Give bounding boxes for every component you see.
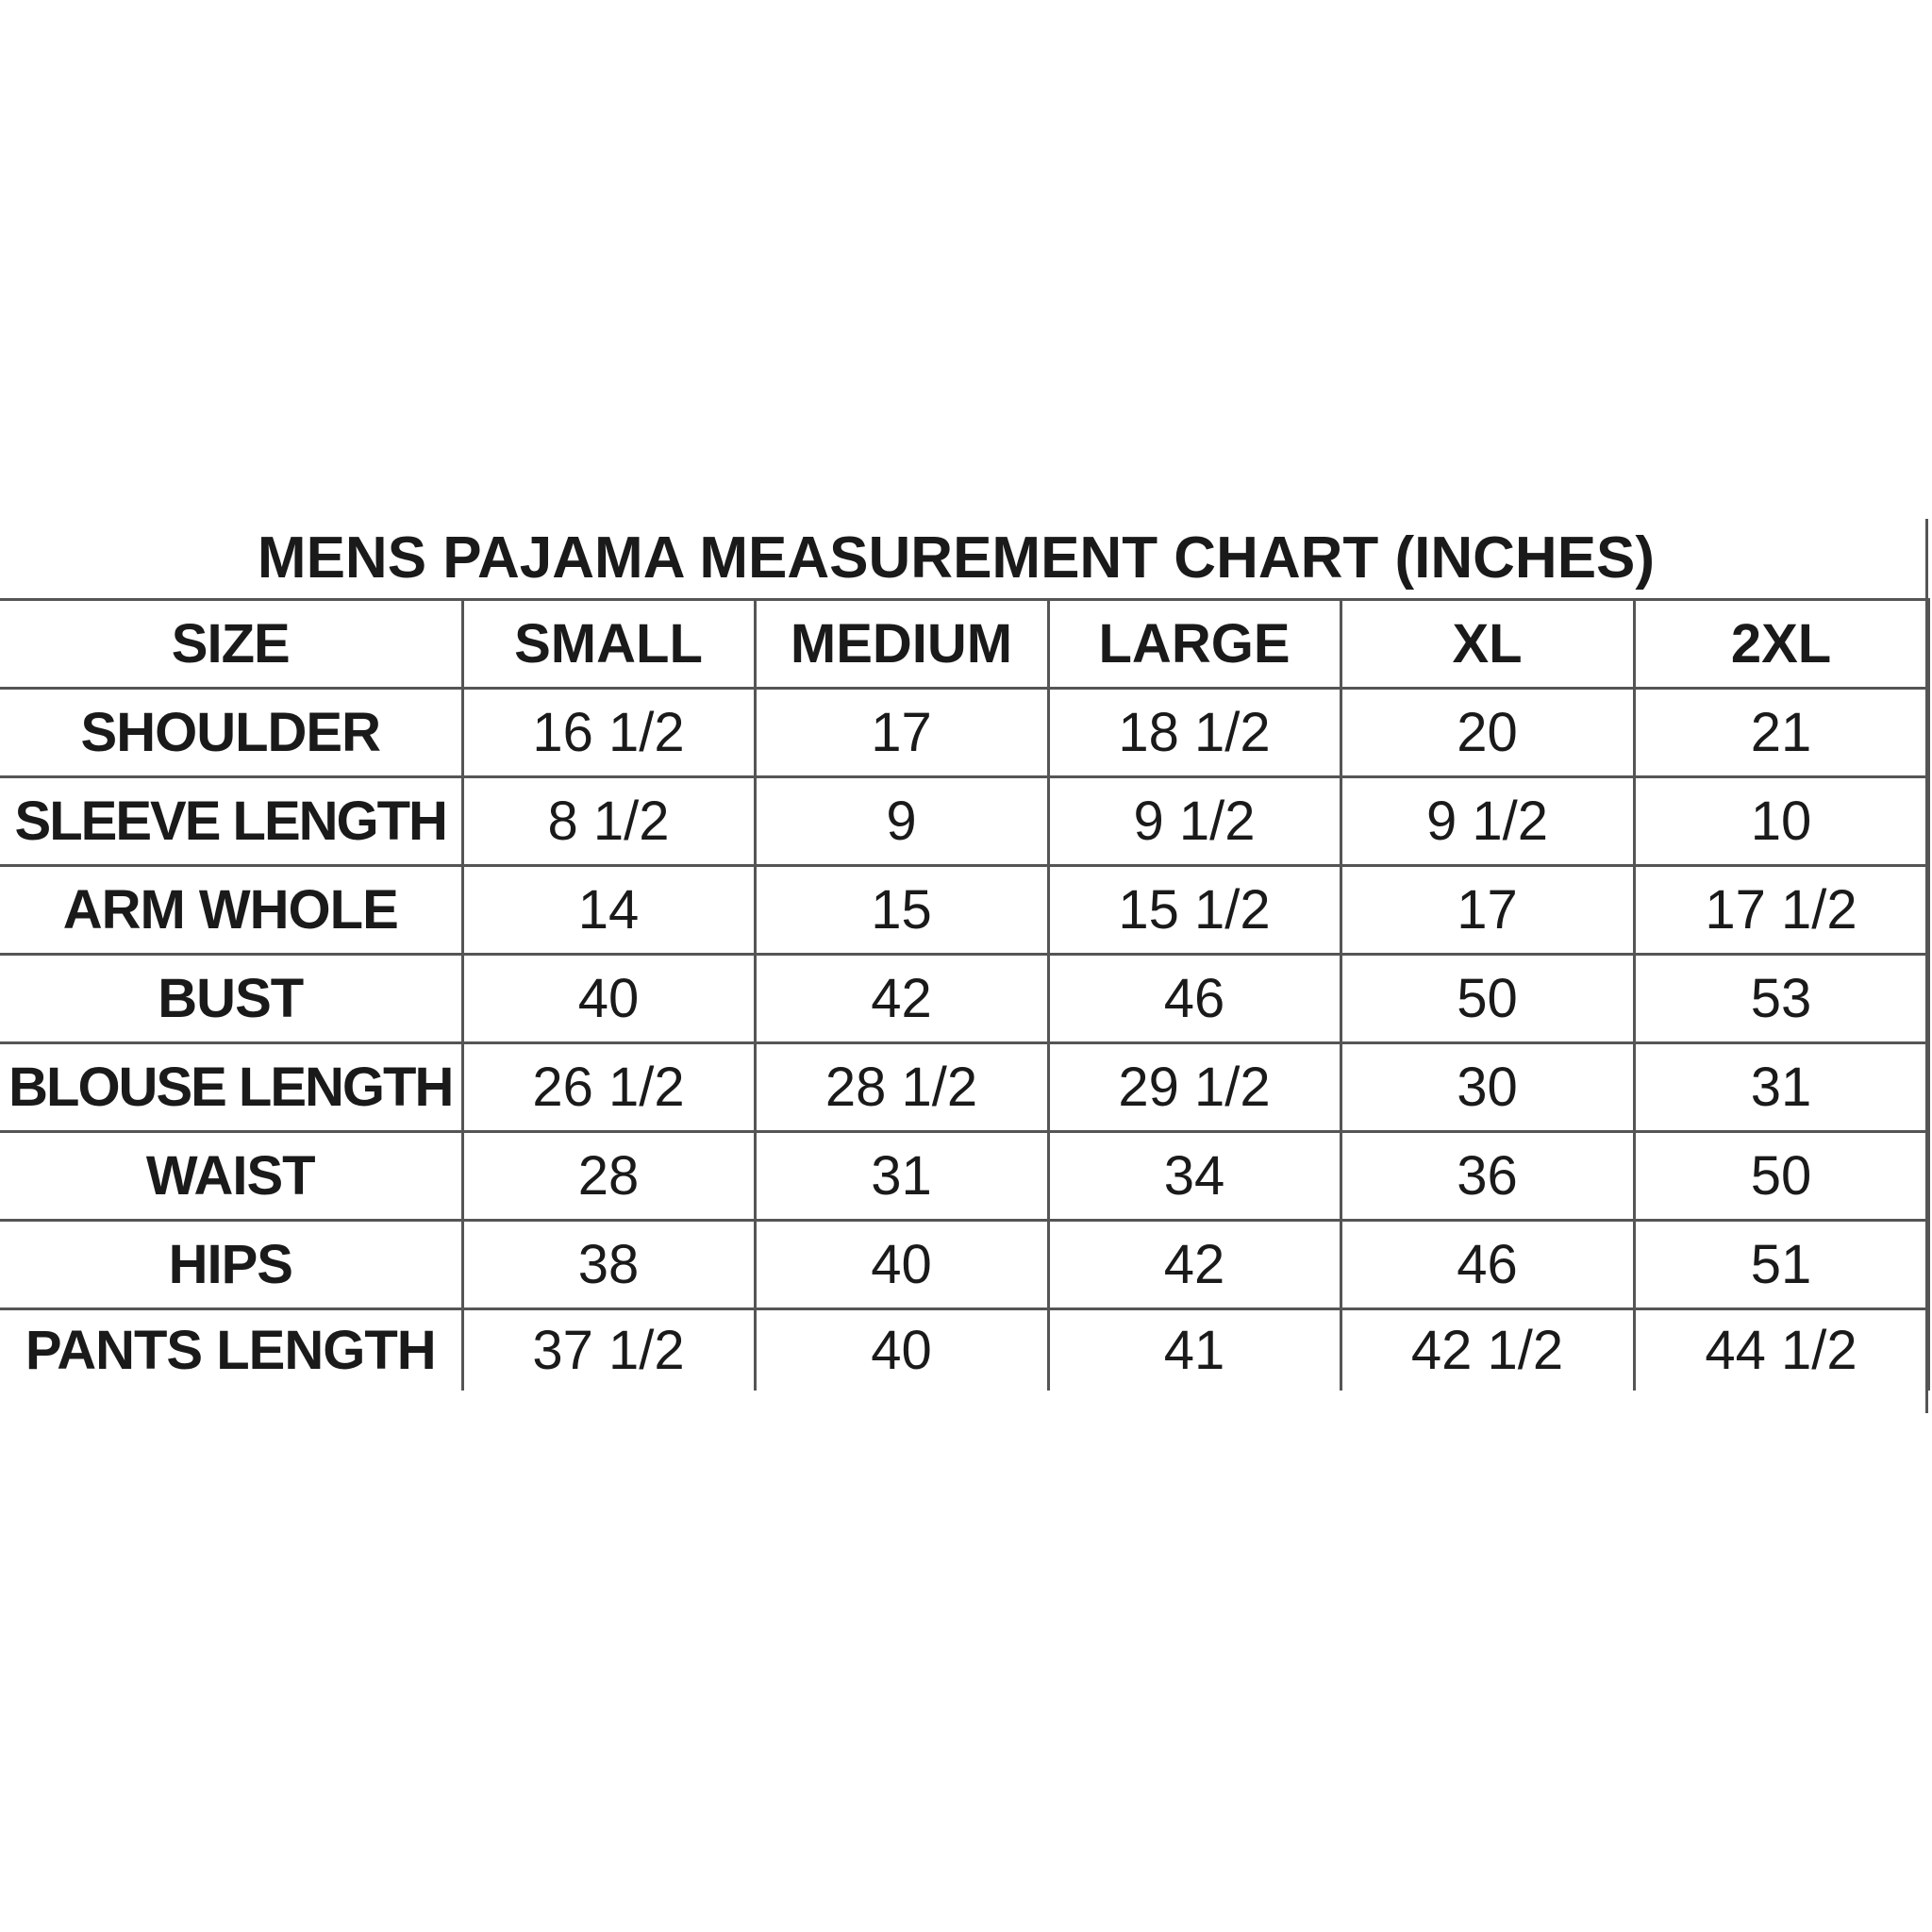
table-cell: 28 [462,1132,755,1221]
table-header-row [0,600,1928,689]
measurement-chart [0,519,1932,1413]
table-cell: 17 [1341,866,1634,955]
table-cell: 30 [1341,1043,1634,1132]
row-label: WAIST [0,1132,462,1221]
table-row [0,1043,1928,1132]
table-cell: 53 [1634,955,1928,1043]
table-cell: 50 [1634,1132,1928,1221]
table-cell: 46 [1048,955,1341,1043]
table-cell: 15 1/2 [1048,866,1341,955]
size-header: SIZE [0,600,462,689]
table-cell: 41 [1048,1309,1341,1391]
table-cell: 37 1/2 [462,1309,755,1391]
table-cell: 21 [1634,689,1928,777]
table-cell: 42 1/2 [1341,1309,1634,1391]
size-medium-header: MEDIUM [755,600,1048,689]
table-cell: 38 [462,1221,755,1309]
table-cell: 20 [1341,689,1634,777]
table-cell: 42 [755,955,1048,1043]
row-label: BLOUSE LENGTH [0,1043,462,1132]
table-cell: 40 [755,1221,1048,1309]
table-cell: 8 1/2 [462,777,755,866]
table-cell: 9 1/2 [1048,777,1341,866]
row-label: SHOULDER [0,689,462,777]
table-cell: 14 [462,866,755,955]
table-cell: 9 1/2 [1341,777,1634,866]
table-cell: 31 [1634,1043,1928,1132]
table-cell: 40 [755,1309,1048,1391]
table-cell: 9 [755,777,1048,866]
table-cell: 18 1/2 [1048,689,1341,777]
table-cell: 10 [1634,777,1928,866]
table-cell: 16 1/2 [462,689,755,777]
table-cell: 46 [1341,1221,1634,1309]
row-label: ARM WHOLE [0,866,462,955]
table-cell: 40 [462,955,755,1043]
measurement-table [0,598,1930,1391]
row-label: PANTS LENGTH [0,1309,462,1391]
size-small-header: SMALL [462,600,755,689]
table-cell: 28 1/2 [755,1043,1048,1132]
size-xl-header: XL [1341,600,1634,689]
table-row [0,1221,1928,1309]
table-cell: 17 1/2 [1634,866,1928,955]
table-row [0,866,1928,955]
size-2xl-header: 2XL [1634,600,1928,689]
table-cell: 17 [755,689,1048,777]
table-cell: 31 [755,1132,1048,1221]
size-large-header: LARGE [1048,600,1341,689]
table-cell: 44 1/2 [1634,1309,1928,1391]
table-row [0,1132,1928,1221]
row-label: SLEEVE LENGTH [0,777,462,866]
table-cell: 36 [1341,1132,1634,1221]
table-row [0,1309,1928,1391]
table-cell: 26 1/2 [462,1043,755,1132]
table-cell: 51 [1634,1221,1928,1309]
table-row [0,777,1928,866]
table-cell: 29 1/2 [1048,1043,1341,1132]
table-cell: 42 [1048,1221,1341,1309]
table-row [0,689,1928,777]
table-row [0,955,1928,1043]
row-label: HIPS [0,1221,462,1309]
table-cell: 50 [1341,955,1634,1043]
table-cell: 34 [1048,1132,1341,1221]
chart-title: MENS PAJAMA MEASUREMENT CHART (INCHES) [257,525,1656,591]
table-cell: 15 [755,866,1048,955]
row-label: BUST [0,955,462,1043]
